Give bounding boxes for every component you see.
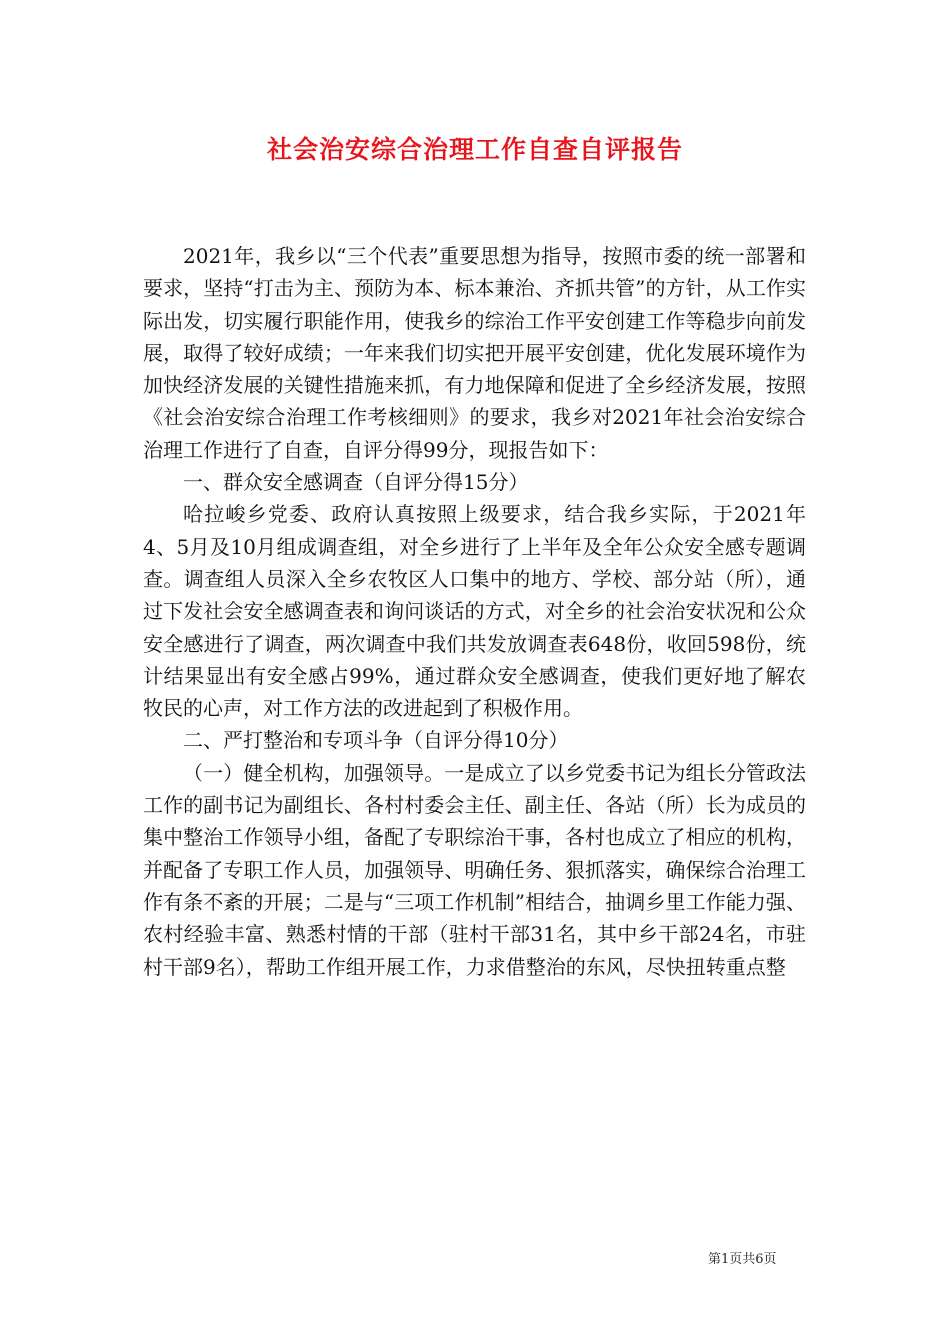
- section-heading-2: 二、严打整治和专项斗争（自评分得10分）: [183, 728, 569, 753]
- paragraph-organization: （一）健全机构，加强领导。一是成立了以乡党委书记为组长分管政法工作的副书记为副组长、各村村委会主任、副主任、各站（所）长为成员的集中整治工作领导小组，备配了专职综治干事，各村也成立了相应的机构，并配备了专职工作人员，加强领导、明确任务、狠抓落实，确保综合治理工作有条不紊的开展；二是与“三项工作机制”相结合，抽调乡里工作能力强、农村经验丰富、熟悉村情的干部（驻村干部31名，其中乡干部24名，市驻村干部9名），帮助工作组开展工作，力求借整治的东风，尽快扭转重点整: [143, 760, 806, 979]
- document-body: [143, 240, 806, 983]
- paragraph-intro: 2021年，我乡以“三个代表”重要思想为指导，按照市委的统一部署和要求，坚持“打击为主、预防为本、标本兼治、齐抓共管”的方针，从工作实际出发，切实履行职能作用，使我乡的综治工作平安创建工作等稳步向前发展，取得了较好成绩；一年来我们切实把开展平安创建，优化发展环境作为加快经济发展的关键性措施来抓，有力地保障和促进了全乡经济发展，按照《社会治安综合治理工作考核细则》的要求，我乡对2021年社会治安综合治理工作进行了自查，自评分得99分，现报告如下：: [143, 244, 806, 462]
- page-title: 社会治安综合治理工作自查自评报告: [266, 135, 683, 164]
- page-number: 第1页共6页: [708, 1252, 777, 1267]
- section-heading-1: 一、群众安全感调查（自评分得15分）: [183, 470, 529, 495]
- paragraph-survey: 哈拉峻乡党委、政府认真按照上级要求，结合我乡实际，于2021年4、5月及10月组成调查组，对全乡进行了上半年及全年公众安全感专题调查。调查组人员深入全乡农牧区人口集中的地方、学校、部分站（所），通过下发社会安全感调查表和询问谈话的方式，对全乡的社会治安状况和公众安全感进行了调查，两次调查中我们共发放调查表648份，收回598份，统计结果显出有安全感占99%，通过群众安全感调查，使我们更好地了解农牧民的心声，对工作方法的改进起到了积极作用。: [143, 502, 806, 721]
